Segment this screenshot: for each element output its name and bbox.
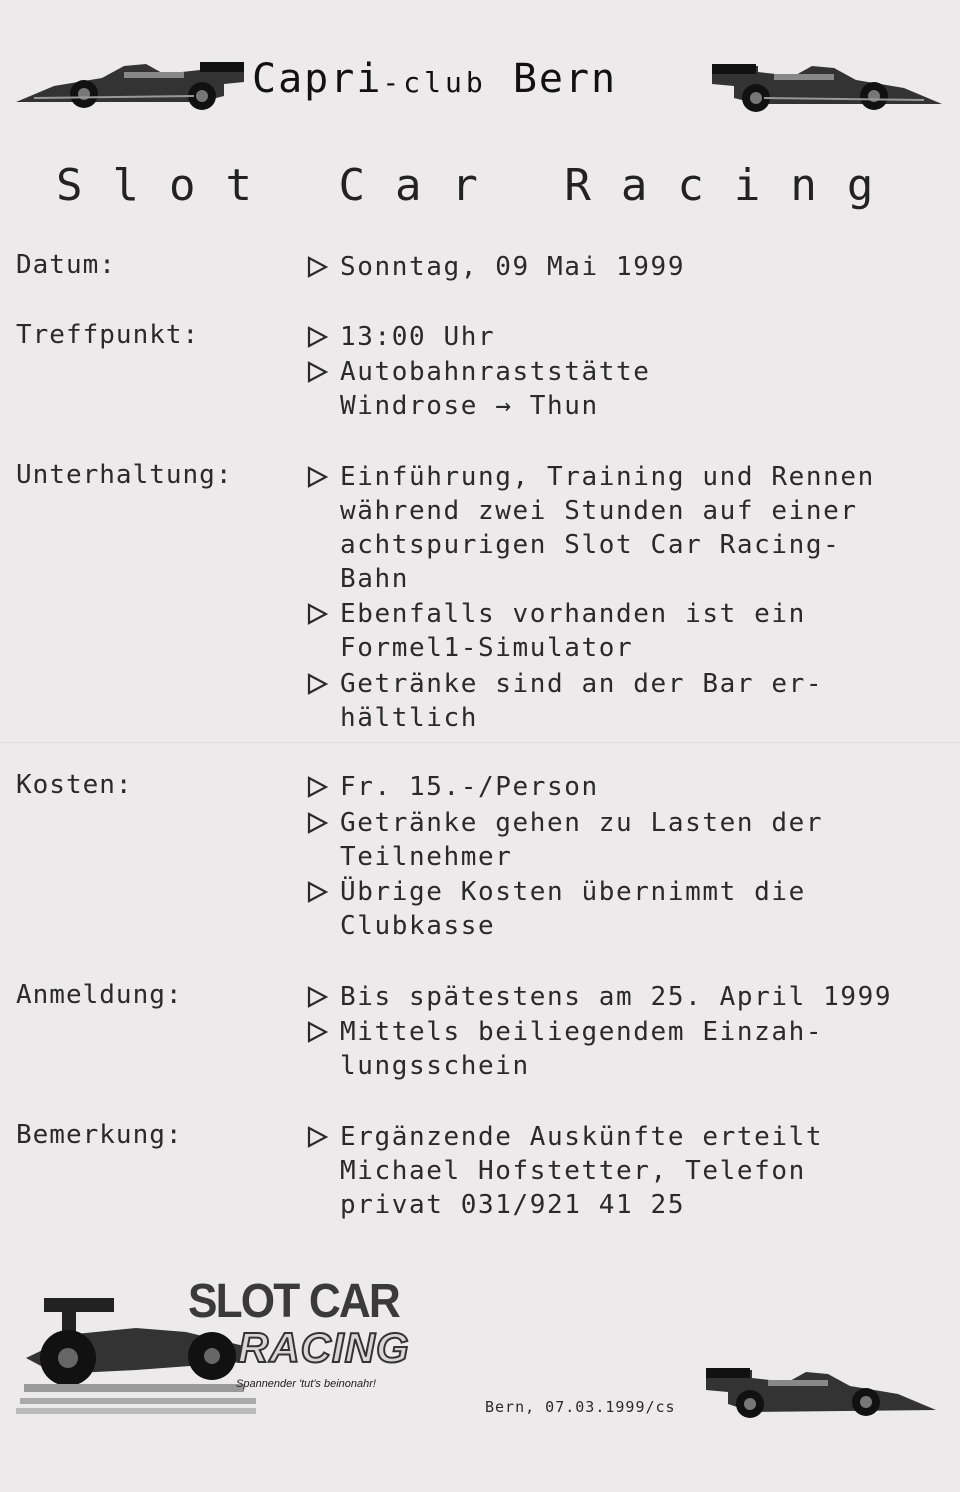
unterhaltung-item-3: Getränke sind an der Bar er- hältlich [306,667,946,735]
triangle-bullet-icon [306,673,328,695]
triangle-bullet-icon [306,466,328,488]
kosten-item-3: Übrige Kosten übernimmt die Clubkasse [306,875,946,943]
bemerkung-item-1: Ergänzende Auskünfte erteilt Michael Hofstetter, Telefon privat 031/921 41 25 [306,1120,946,1222]
label-datum: Datum: [16,250,116,280]
logo-line-slot-car: SLOT CAR [188,1275,399,1328]
club-header [14,52,944,116]
club-name: Capri-club Bern [252,56,618,102]
triangle-bullet-icon [306,361,328,383]
kosten-item-2: Getränke gehen zu Lasten der Teilnehmer [306,806,946,874]
datum-item: Sonntag, 09 Mai 1999 [306,250,946,284]
label-treffpunkt: Treffpunkt: [16,320,200,350]
race-car-right-icon [712,58,944,114]
treffpunkt-item-2: Autobahnraststätte Windrose → Thun [306,355,946,423]
main-title: Slot Car Racing [56,160,904,211]
slot-car-racing-logo [16,1270,466,1420]
triangle-bullet-icon [306,881,328,903]
race-car-left-icon [14,56,246,112]
treffpunkt-item-1: 13:00 Uhr [306,320,946,354]
triangle-bullet-icon [306,256,328,278]
kosten-item-1: Fr. 15.-/Person [306,770,946,804]
unterhaltung-item-2: Ebenfalls vorhanden ist ein Formel1-Simulator [306,597,946,665]
triangle-bullet-icon [306,776,328,798]
label-anmeldung: Anmeldung: [16,980,183,1010]
label-bemerkung: Bemerkung: [16,1120,183,1150]
triangle-bullet-icon [306,326,328,348]
triangle-bullet-icon [306,1021,328,1043]
unterhaltung-item-1: Einführung, Training und Rennen während zwei Stunden auf einer achtspurigen Slot Car Racing- Bahn [306,460,946,596]
triangle-bullet-icon [306,1126,328,1148]
race-car-footer-icon [706,1364,938,1422]
anmeldung-item-2: Mittels beiliegendem Einzah- lungsschein [306,1015,946,1083]
footer-date-line: Bern, 07.03.1999/cs [485,1398,676,1416]
triangle-bullet-icon [306,986,328,1008]
logo-slogan: Spannender 'tut's beinonahr! [236,1378,376,1390]
logo-line-racing: RACING [238,1324,410,1371]
triangle-bullet-icon [306,812,328,834]
label-unterhaltung: Unterhaltung: [16,460,233,490]
triangle-bullet-icon [306,603,328,625]
paper-fold-line [0,742,960,743]
label-kosten: Kosten: [16,770,133,800]
anmeldung-item-1: Bis spätestens am 25. April 1999 [306,980,946,1014]
